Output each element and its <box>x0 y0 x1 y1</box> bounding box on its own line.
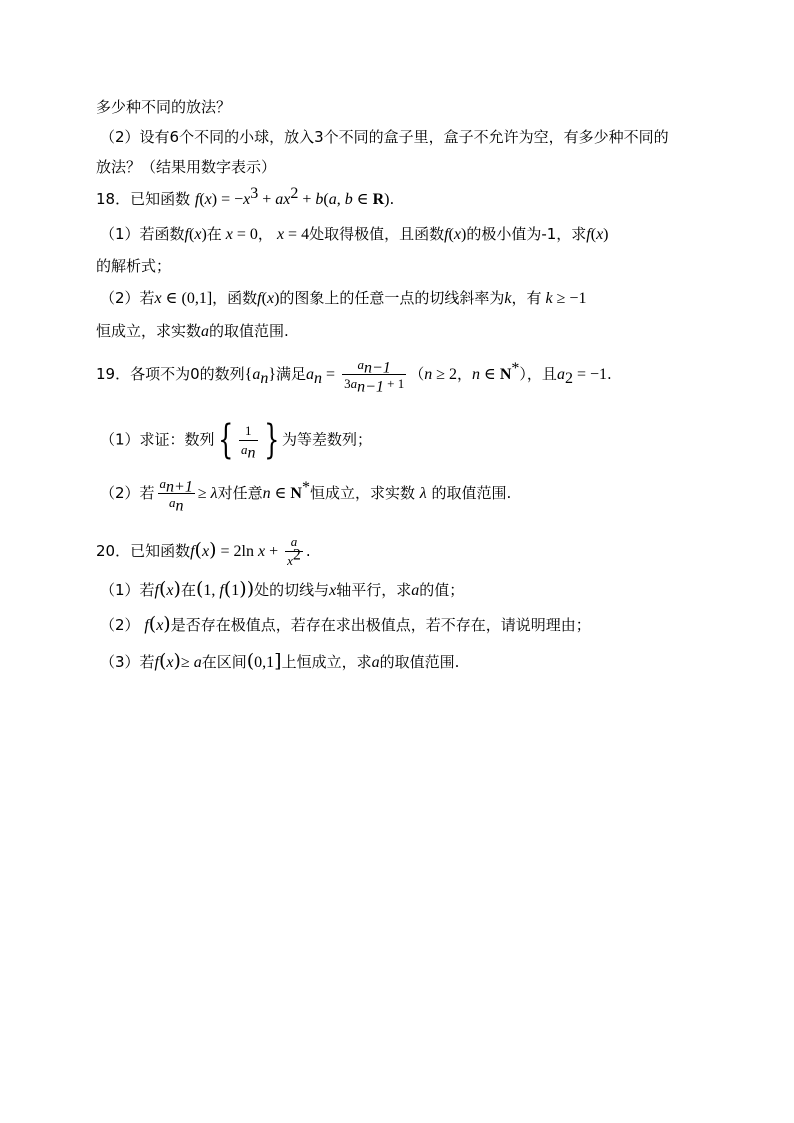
q17-part2-line-b <box>96 156 276 178</box>
q20-stem: 20．已知函数f(x) = 2ln x + $\frac{a}{x^2}$ . <box>96 534 311 568</box>
q18-part2-line-b: 恒成立，求实数a的取值范围. <box>96 322 289 340</box>
q17-part2-text-a: （2）设有6个不同的小球，放入3个不同的盒子里，盒子不允许为空，有多少种不同的 <box>100 128 669 146</box>
q20-part1: （1）若f(x)在(1, f(1))处的切线与x轴平行，求a的值； <box>100 578 465 600</box>
q17-text-1: 多少种不同的放法？ <box>96 98 232 116</box>
q20-part2: （2） f(x)是否存在极值点，若存在求出极值点，若不存在，请说明理由； <box>100 613 591 635</box>
q18-part2-line-a: （2）若x ∈ (0,1]，函数f(x)的图象上的任意一点的切线斜率为k，有 k ≥ −1 <box>100 289 587 307</box>
q20-part3: （3）若f(x)≥ a在区间(0,1]上恒成立，求a的取值范围. <box>100 650 460 672</box>
q17-part2-text-b: 放法？（结果用数字表示） <box>96 158 277 176</box>
q18-part1-line-b: 的解析式； <box>96 257 172 275</box>
q19-stem: 19．各项不为0的数列$\{a_n\}$满足$a_n$ = $\frac{a_{n-1}}{3a_{n-1} + 1}$ （n ≥ 2，n ∈ N*），且$a_2 = -1$. <box>96 357 612 396</box>
q17-line-1 <box>96 96 231 118</box>
q18-part1-line-a: （1）若函数f(x)在 x = 0， x = 4处取得极值，且函数f(x)的极小值为-1，求f(x) <box>100 225 609 243</box>
q18-stem: 18．已知函数 $f(x) = -x^3 + ax^2 + b(a$, b ∈ R). <box>96 185 395 208</box>
q19-part1: （1）求证：数列{ $\frac{1}{a_n}$ } 为等差数列； <box>100 417 372 463</box>
q17-part2-line-a <box>100 126 669 148</box>
q19-part2: （2）若 $\frac{a_{n+1}}{a_n}$ ≥ λ对任意n ∈ N*恒成立，求实数 λ 的取值范围. <box>100 476 512 515</box>
